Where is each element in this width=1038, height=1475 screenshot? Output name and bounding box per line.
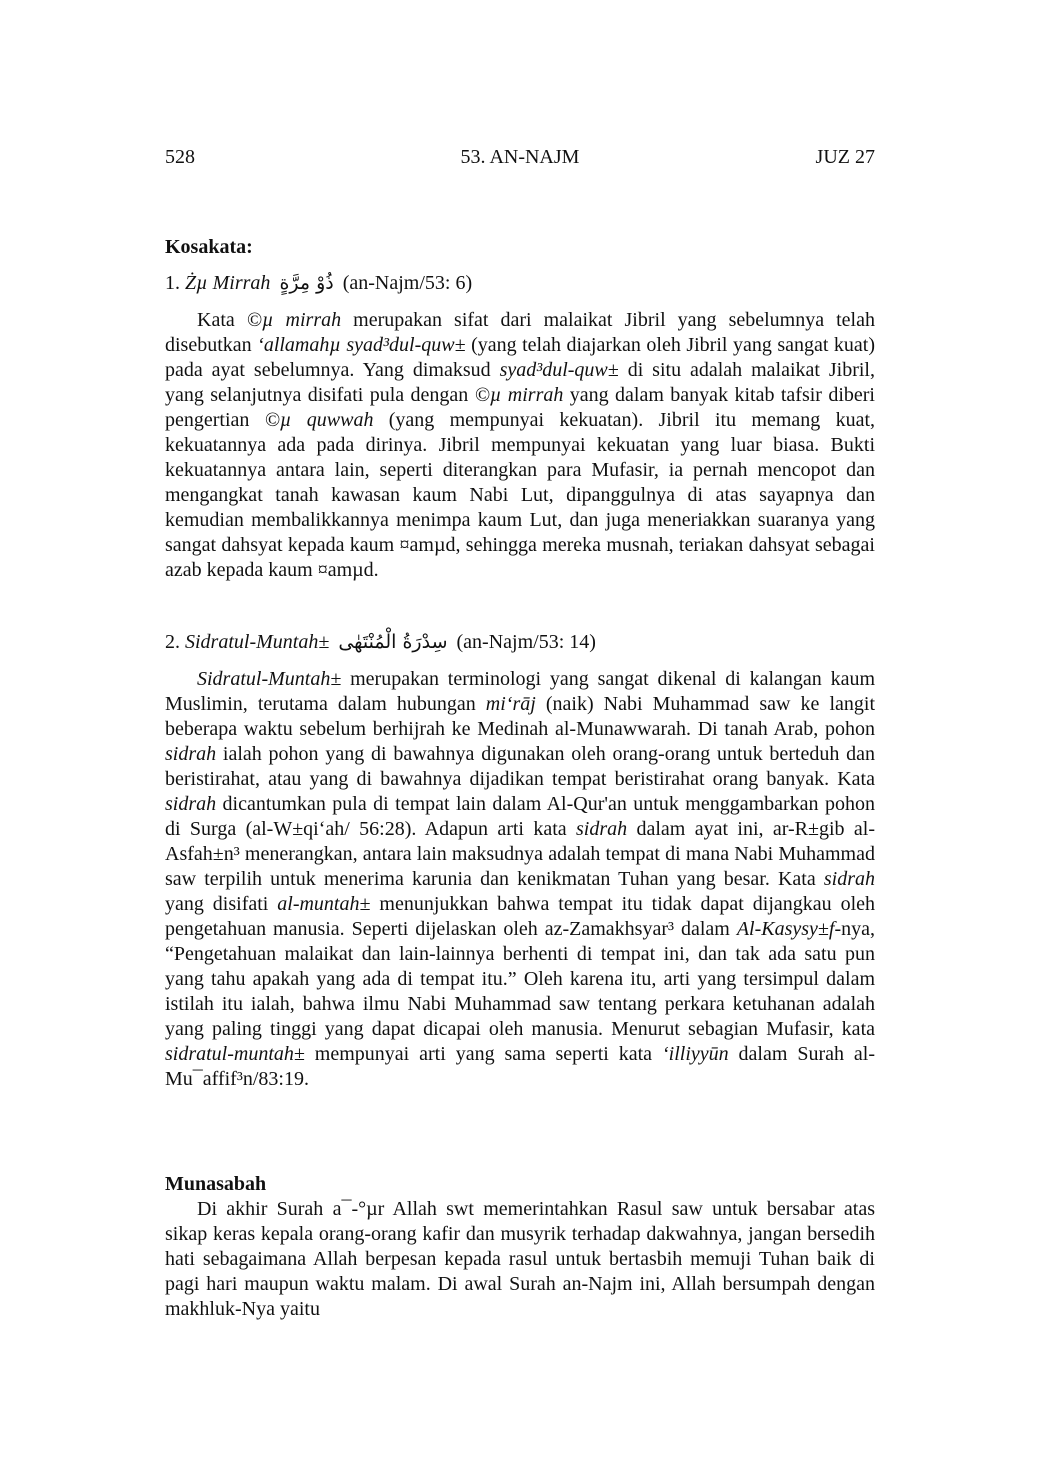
term-transliteration: Żµ Mirrah [185, 272, 271, 294]
term-arabic: ذُوْ مِرَّةٍ [279, 272, 334, 294]
term-arabic: سِدْرَةُ الْمُنْتَهٰى [338, 631, 448, 653]
vocab-item-2-text: Sidratul-Muntah± merupakan terminologi yang sangat dikenal di kalangan kaum Muslimin, terutama dalam hubungan mi‘rāj (naik) Nabi Muhammad saw ke langit beberapa waktu sebelum berhijrah ke Medinah al-Munawwarah. Di tanah Arab, pohon sidrah ialah pohon yang di bawahnya digunakan oleh orang-orang untuk berteduh dan beristirahat, atau yang di bawahnya dijadikan tempat beristirahat orang banyak. Kata sidrah dicantumkan pula di tempat lain dalam Al-Qur'an untuk menggambarkan pohon di Surga (al-W±qi‘ah/ 56:28). Adapun arti kata sidrah dalam ayat ini, ar-R±gib al-Asfah±n³ menerangkan, antara lain maksudnya adalah tempat di mana Nabi Muhammad saw terpilih untuk menerima karunia dan kenikmatan Tuhan yang besar. Kata sidrah yang disifati al-muntah± menunjukkan bahwa tempat itu tidak dapat dijangkau oleh pengetahuan manusia. Seperti dijelaskan oleh az-Zamakhsyar³ dalam Al-Kasysy±f-nya, “Pengetahuan malaikat dan lain-lainnya berhenti di tempat ini, dan tak ada satu pun yang tahu apakah yang ada di tempat itu.” Oleh karena itu, arti yang tersimpul dalam istilah itu ialah, bahwa ilmu Nabi Muhammad saw tentang perkara ketuhanan adalah yang paling tinggi yang dapat dicapai oleh manusia. Menurut sebagian Mufasir, kata sidratul-muntah± mempunyai arti yang sama seperti kata ‘illiyyūn dalam Surah al-Mu¯affif³n/83:19. [165, 668, 876, 1090]
term-transliteration: Sidratul-Muntah± [185, 631, 330, 653]
page-number: 528 [165, 146, 195, 168]
page-header [165, 146, 875, 172]
term-reference: (an-Najm/53: 6) [342, 272, 473, 294]
munasabah-text: Di akhir Surah a¯-°µr Allah swt memerintahkan Rasul saw untuk bersabar atas sikap keras kepala orang-orang kafir dan musyrik terhadap dakwahnya, jangan bersedih hati sebagaimana Allah berpesan kepada rasul untuk bertasbih memuji Tuhan baik di pagi hari maupun waktu malam. Di awal Surah an-Najm ini, Allah bersumpah dengan makhluk-Nya yaitu [165, 1198, 875, 1320]
munasabah-heading: Munasabah [165, 1173, 267, 1195]
vocab-item-1-text: Kata ©µ mirrah merupakan sifat dari malaikat Jibril yang sebelumnya telah disebutkan ‘allamahµ syad³dul-quw± (yang telah diajarkan oleh Jibril yang sangat kuat) pada ayat sebelumnya. Yang dimaksud syad³dul-quw± di situ adalah malaikat Jibril, yang selanjutnya disifati pula dengan ©µ mirrah yang dalam banyak kitab tafsir diberi pengertian ©µ quwwah (yang mempunyai kekuatan). Jibril itu memang kuat, kekuatannya ada pada dirinya. Jibril mempunyai kekuatan yang luar biasa. Bukti kekuatannya antara lain, seperti diterangkan para Mufasir, ia pernah mencopot dan mengangkat tanah kawasan kaum Nabi Lut, dipanggulnya di atas sayapnya dan kemudian membalikkannya menimpa kaum Lut, dan juga meneriakkan suaranya yang sangat dahsyat kepada kaum ¤amµd, sehingga mereka musnah, teriakan dahsyat sebagai azab kepada kaum ¤amµd. [165, 309, 876, 581]
vocab-item-1-heading [165, 272, 472, 295]
juz-label: JUZ 27 [815, 146, 875, 168]
item-number: 2. [165, 631, 180, 653]
term-reference: (an-Najm/53: 14) [456, 631, 596, 653]
kosakata-heading: Kosakata: [165, 236, 253, 258]
surah-title: 53. AN-NAJM [460, 146, 580, 168]
vocab-item-2-heading [165, 631, 596, 654]
item-number: 1. [165, 272, 180, 294]
